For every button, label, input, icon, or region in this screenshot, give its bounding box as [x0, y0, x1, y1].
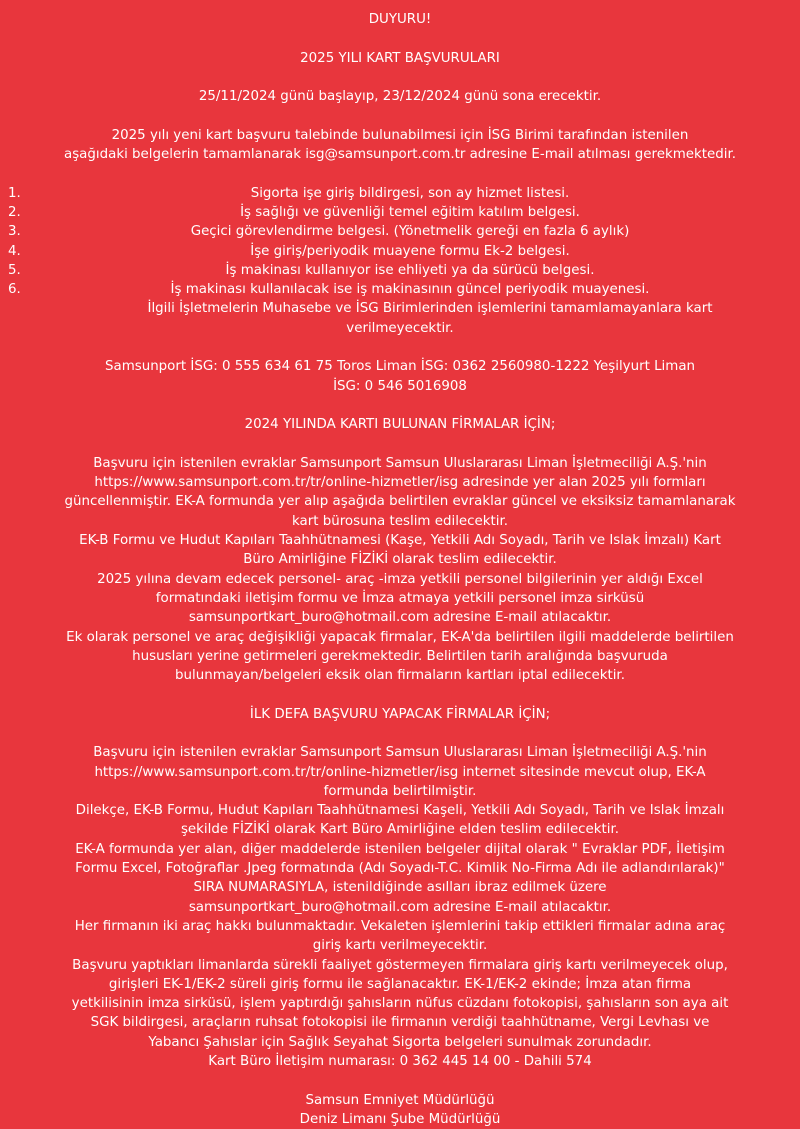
application-dates: 25/11/2024 günü başlayıp, 23/12/2024 günü sona erecektir.: [198, 89, 602, 105]
section-2024-line: samsunportkart_buro@hotmail.com adresine E-mail atılacaktır.: [188, 610, 612, 626]
section-first-line: EK-A formunda yer alan, diğer maddelerde istenilen belgeler dijital olarak " Evraklar PDF, İletişim: [75, 841, 725, 857]
list-item-text: Sigorta işe giriş bildirgesi, son ay hizmet listesi.: [250, 185, 570, 201]
section-2024-line: kart bürosuna teslim edilecektir.: [291, 513, 509, 529]
list-item-text: İş makinası kullanıyor ise ehliyeti ya da sürücü belgesi.: [225, 262, 595, 278]
list-item: [8, 184, 792, 203]
section-2024-line: hususları yerine getirmeleri gerekmektedir. Belirtilen tarih aralığında başvuruda: [132, 648, 668, 664]
intro-line: aşağıdaki belgelerin tamamlanarak isg@samsunport.com.tr adresine E-mail atılması gerekmektedir.: [64, 147, 736, 163]
intro-line: 2025 yılı yeni kart başvuru talebinde bulunabilmesi için İSG Birimi tarafından istenilen: [111, 127, 689, 143]
section-2024-line: formatındaki iletişim formu ve İmza atmaya yetkili personel imza sirküsü: [155, 590, 645, 606]
list-item-text: İşe giriş/periyodik muayene formu Ek-2 belgesi.: [250, 243, 570, 259]
section-2024-line: 2025 yılına devam edecek personel- araç -imza yetkili personel bilgilerinin yer aldığı Excel: [97, 571, 703, 587]
list-item-text: İş makinası kullanılacak ise iş makinasının güncel periyodik muayenesi.: [170, 282, 650, 298]
announcement-title: 2025 YILI KART BAŞVURULARI: [300, 50, 500, 66]
section-2024-line: güncellenmiştir. EK-A formunda yer alıp aşağıda belirtilen evraklar güncel ve eksiksiz tamamlanarak: [64, 494, 736, 510]
section-first-line: girişleri EK-1/EK-2 süreli giriş formu ile sağlanacaktır. EK-1/EK-2 ekinde; İmza atan firma: [108, 976, 692, 992]
section-first-line: Başvuru yaptıkları limanlarda sürekli faaliyet göstermeyen firmalara giriş kartı verilmeyecek olup,: [72, 957, 728, 973]
list-item-number: 3.: [8, 224, 21, 240]
list-item: [8, 280, 792, 299]
section-first-line: SGK bildirgesi, araçların ruhsat fotokopisi ile firmanın verdiği taahhütname, Vergi Levhası ve: [90, 1015, 710, 1031]
section-first-line: Başvuru için istenilen evraklar Samsunport Samsun Uluslararası Liman İşletmeciliği A.Ş.'nin: [93, 745, 707, 761]
section-first-line: https://www.samsunport.com.tr/tr/online-hizmetler/isg internet sitesinde mevcut olup, EK-A: [94, 764, 706, 780]
announcement-heading: DUYURU!: [368, 12, 432, 27]
list-item-text: İş sağlığı ve güvenliği temel eğitim katılım belgesi.: [240, 204, 580, 220]
section-first-line: SIRA NUMARASIYLA, istenildiğinde asılları ibraz edilmek üzere: [193, 880, 607, 896]
section-first-line: Yabancı Şahıslar için Sağlık Seyahat Sigorta belgeleri sunulmak zorundadır.: [148, 1034, 652, 1050]
section-first-line: Formu Excel, Fotoğraflar .Jpeg formatında (Adı Soyadı-T.C. Kimlik No-Firma Adı ile adlandırılarak)": [75, 861, 725, 877]
section-2024-line: Büro Amirliğine FİZİKİ olarak teslim edilecektir.: [243, 552, 557, 568]
isg-contacts: [8, 357, 792, 396]
section-first-line: formunda belirtilmiştir.: [323, 783, 477, 799]
section-2024-line: Ek olarak personel ve araç değişikliği yapacak firmalar, EK-A'da belirtilen ilgili maddelerde belirtilen: [66, 629, 734, 645]
requirements-note-line: İlgili İşletmelerin Muhasebe ve İSG Birimlerinden işlemlerini tamamlamayanlara kart: [147, 301, 713, 317]
list-item: [8, 242, 792, 261]
list-item: [8, 261, 792, 280]
section-2024-line: Başvuru için istenilen evraklar Samsunport Samsun Uluslararası Liman İşletmeciliği A.Ş.'nin: [93, 455, 707, 471]
section-first-line: Dilekçe, EK-B Formu, Hudut Kapıları Taahhütnamesi Kaşeli, Yetkili Adı Soyadı, Tarih ve Islak İmzalı: [75, 803, 725, 819]
signature-block: [8, 1091, 792, 1129]
intro-paragraph: [8, 126, 792, 165]
section-2024-line: EK-B Formu ve Hudut Kapıları Taahhütnamesi (Kaşe, Yetkili Adı Soyadı, Tarih ve Islak İmzalı) Kart: [79, 533, 721, 549]
list-item-number: 5.: [8, 262, 21, 278]
section-first-line: giriş kartı verilmeyecektir.: [312, 938, 488, 954]
section-2024-line: https://www.samsunport.com.tr/tr/online-hizmetler/isg adresinde yer alan 2025 yılı formları: [94, 475, 706, 491]
section-first-line: şekilde FİZİKİ olarak Kart Büro Amirliğine elden teslim edilecektir.: [180, 822, 620, 838]
list-item: [8, 203, 792, 222]
section-first-line: Her firmanın iki araç hakkı bulunmaktadır. Vekaleten işlemlerini takip ettikleri firmalar adına araç: [74, 918, 726, 934]
section-2024-body: [8, 454, 792, 686]
section-first-line: samsunportkart_buro@hotmail.com adresine E-mail atılacaktır.: [188, 899, 612, 915]
list-item-text: Geçici görevlendirme belgesi. (Yönetmelik gereği en fazla 6 aylık): [190, 224, 630, 240]
signature-line: Deniz Limanı Şube Müdürlüğü: [299, 1111, 501, 1127]
section-2024-line: bulunmayan/belgeleri eksik olan firmaların kartları iptal edilecektir.: [175, 668, 625, 684]
list-item-number: 1.: [8, 185, 21, 201]
list-item-number: 2.: [8, 204, 21, 220]
requirements-note-line: verilmeyecektir.: [346, 320, 454, 336]
contacts-line: İSG: 0 546 5016908: [333, 378, 467, 394]
list-item-number: 4.: [8, 243, 21, 259]
requirements-note: [8, 299, 792, 318]
list-item-number: 6.: [8, 282, 21, 298]
signature-line: Samsun Emniyet Müdürlüğü: [305, 1092, 495, 1108]
section-first-line: yetkilisinin imza sirküsü, işlem yaptırdığı şahısların nüfus cüzdanı fotokopisi, şahısların son aya ait: [71, 996, 729, 1012]
requirements-list: [8, 184, 792, 300]
list-item: [8, 222, 792, 241]
section-first-line: Kart Büro İletişim numarası: 0 362 445 14 00 - Dahili 574: [208, 1054, 592, 1070]
section-2024-heading: 2024 YILINDA KARTI BULUNAN FİRMALAR İÇİN;: [244, 417, 556, 433]
contacts-line: Samsunport İSG: 0 555 634 61 75 Toros Liman İSG: 0362 2560980-1222 Yeşilyurt Liman: [104, 359, 696, 375]
section-first-body: [8, 743, 792, 1071]
section-first-heading: İLK DEFA BAŞVURU YAPACAK FİRMALAR İÇİN;: [249, 706, 551, 722]
